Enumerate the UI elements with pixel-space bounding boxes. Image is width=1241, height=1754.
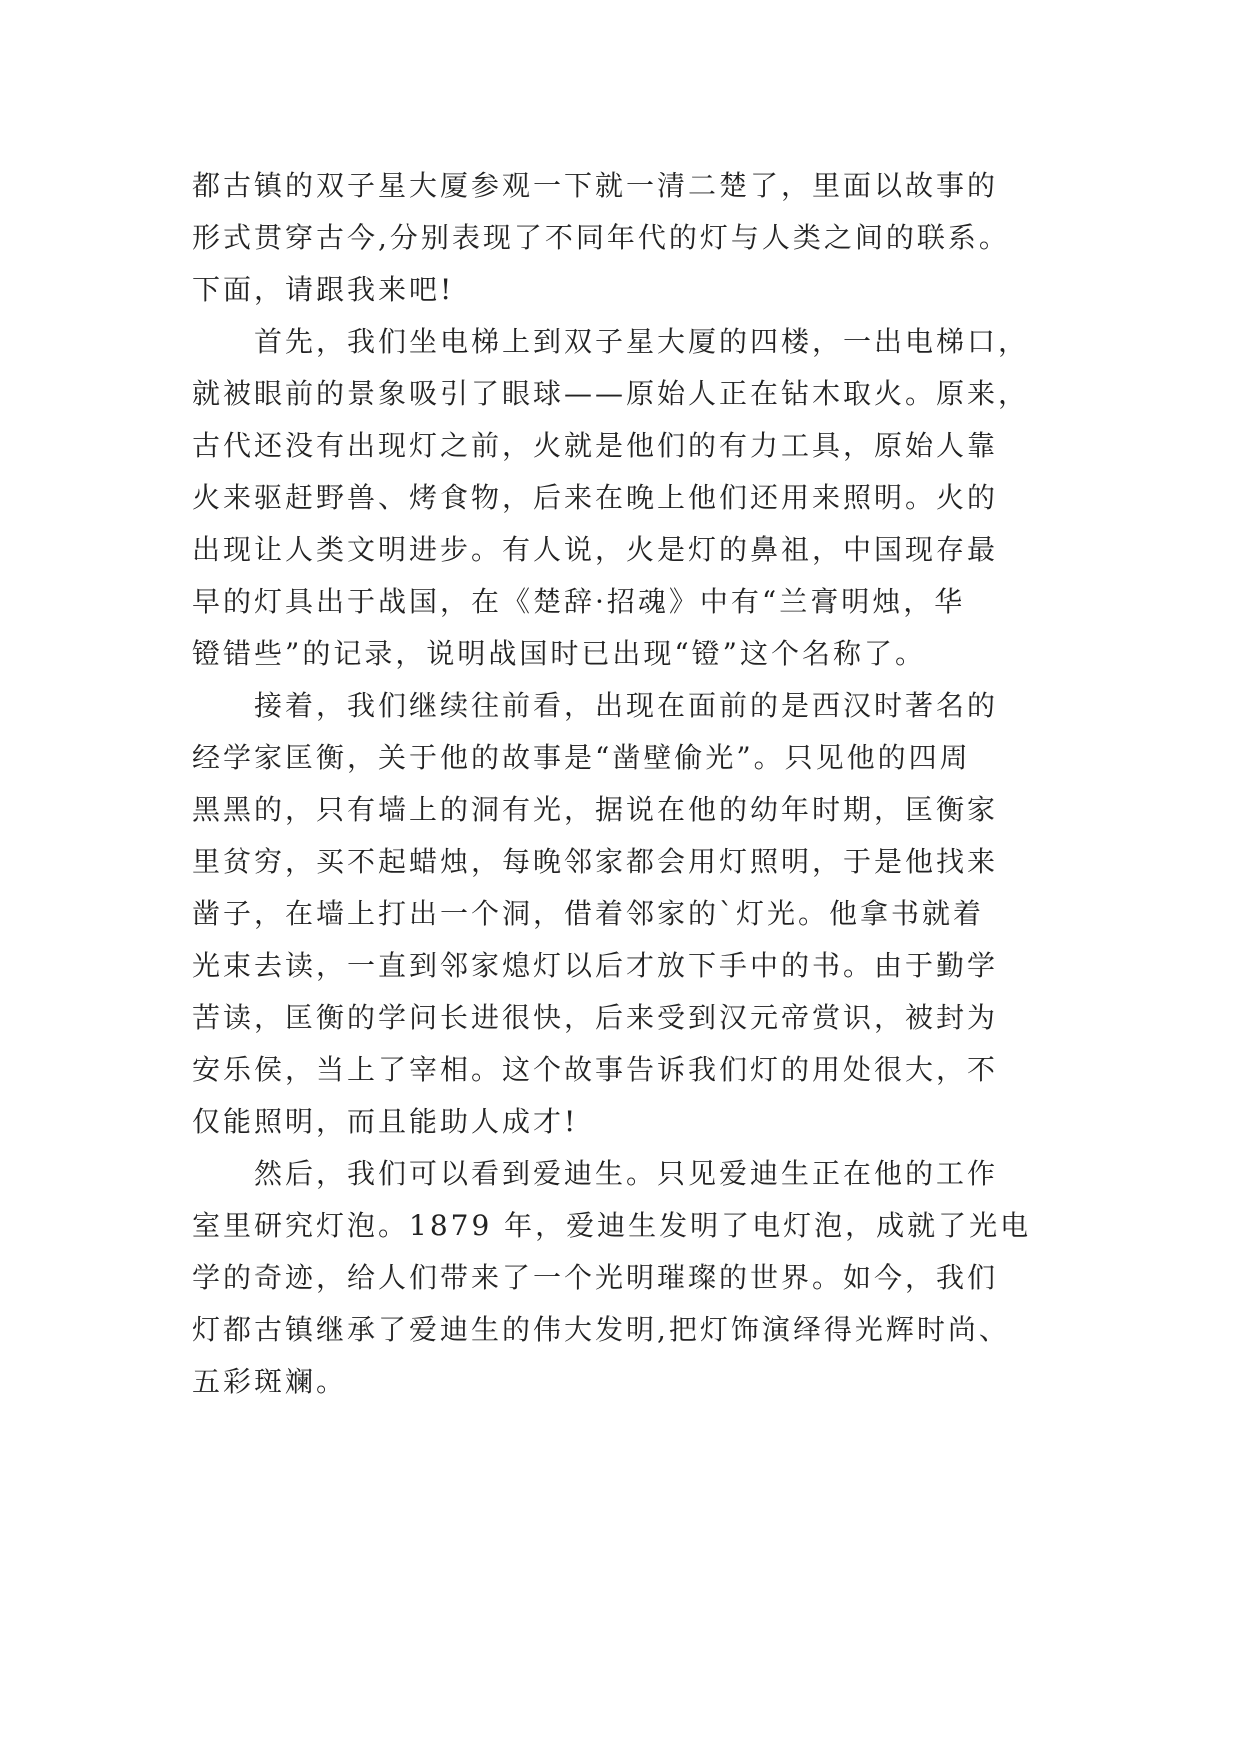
text-line: 室里研究灯泡。1879 年，爱迪生发明了电灯泡，成就了光电: [192, 1209, 1032, 1242]
text-line: 然后，我们可以看到爱迪生。只见爱迪生正在他的工作: [254, 1157, 999, 1190]
text-line: 凿子，在墙上打出一个洞，借着邻家的`灯光。他拿书就着: [192, 897, 985, 930]
text-line: 学的奇迹，给人们带来了一个光明璀璨的世界。如今，我们: [192, 1261, 999, 1294]
text-line: 火来驱赶野兽、烤食物，后来在晚上他们还用来照明。火的: [192, 481, 999, 514]
text-line: 仅能照明，而且能助人成才!: [192, 1105, 579, 1138]
document-body: [192, 160, 1052, 1408]
text-line: 安乐侯，当上了宰相。这个故事告诉我们灯的用处很大，不: [192, 1053, 999, 1086]
text-line: 都古镇的双子星大厦参观一下就一清二楚了，里面以故事的: [192, 169, 999, 202]
text-line: 出现让人类文明进步。有人说，火是灯的鼻祖，中国现存最: [192, 533, 999, 566]
text-line: 就被眼前的景象吸引了眼球——原始人正在钻木取火。原来，: [192, 377, 1030, 410]
text-line: 光束去读，一直到邻家熄灯以后才放下手中的书。由于勤学: [192, 949, 999, 982]
text-line: 灯都古镇继承了爱迪生的伟大发明,把灯饰演绎得光辉时尚、: [192, 1313, 1010, 1346]
text-line: 下面，请跟我来吧!: [192, 273, 455, 306]
text-line: 黑黑的，只有墙上的洞有光，据说在他的幼年时期，匡衡家: [192, 793, 999, 826]
text-line: 镫错些”的记录，说明战国时已出现“镫”这个名称了。: [192, 637, 926, 670]
text-line: 经学家匡衡，关于他的故事是“凿壁偷光”。只见他的四周: [192, 741, 971, 774]
text-line: 形式贯穿古今,分别表现了不同年代的灯与人类之间的联系。: [192, 221, 1010, 254]
text-line: 里贫穷，买不起蜡烛，每晚邻家都会用灯照明，于是他找来: [192, 845, 999, 878]
text-line: 早的灯具出于战国，在《楚辞·招魂》中有“兰膏明烛，华: [192, 585, 966, 618]
text-line: 苦读，匡衡的学问长进很快，后来受到汉元帝赏识，被封为: [192, 1001, 999, 1034]
text-line: 古代还没有出现灯之前，火就是他们的有力工具，原始人靠: [192, 429, 999, 462]
text-line: 接着，我们继续往前看，出现在面前的是西汉时著名的: [254, 689, 999, 722]
text-line: 首先，我们坐电梯上到双子星大厦的四楼，一出电梯口，: [254, 325, 1030, 358]
text-line: 五彩斑斓。: [192, 1365, 348, 1398]
